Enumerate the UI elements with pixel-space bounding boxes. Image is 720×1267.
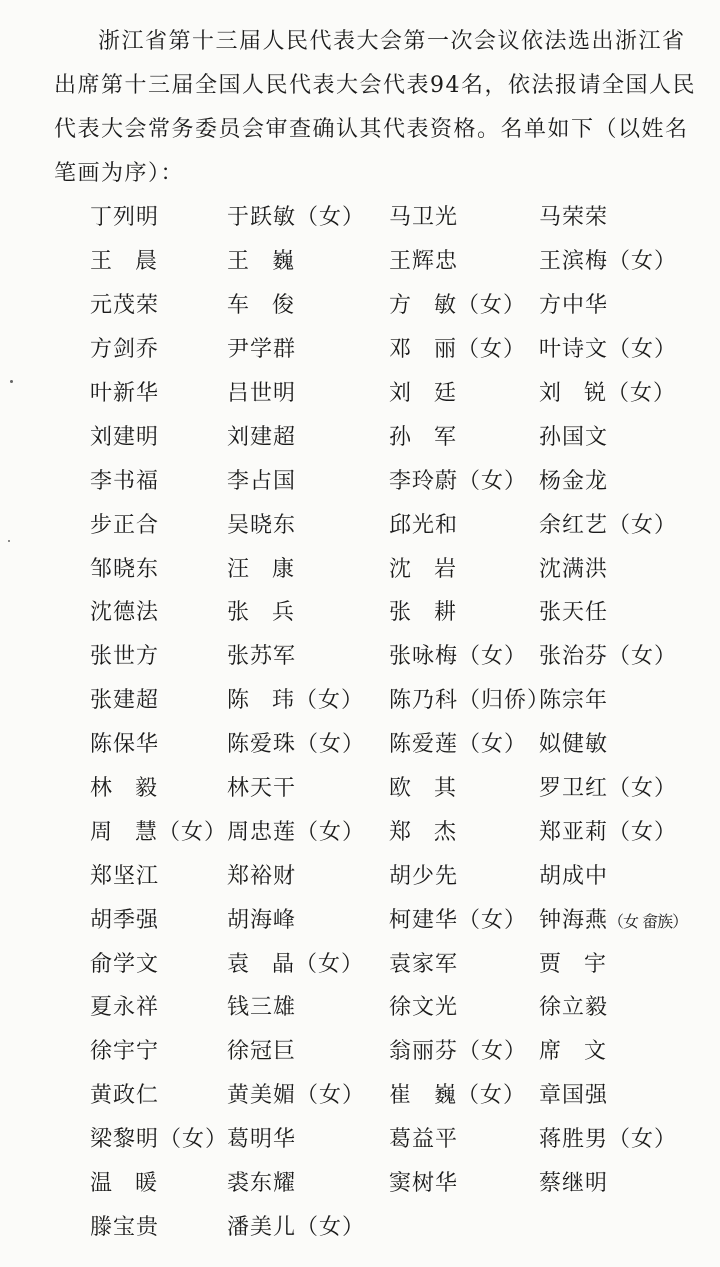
delegate-name [90, 464, 227, 495]
name-given: 耕 [434, 600, 458, 626]
name-text: 钱三雄 [227, 995, 297, 1021]
name-given: 慧 [135, 819, 159, 845]
name-surname: 方 [389, 293, 413, 319]
name-text: 姒健敏 [539, 732, 609, 758]
delegate-name [389, 683, 551, 714]
name-text: 潘美儿 [227, 1214, 297, 1240]
name-text: 胡成中 [539, 863, 609, 889]
delegate-name [227, 639, 389, 670]
name-surname: 崔 [389, 1083, 413, 1109]
delegate-name [90, 947, 227, 978]
name-text: 徐文光 [389, 995, 459, 1021]
delegate-name [90, 288, 227, 319]
name-surname: 刘 [539, 381, 563, 406]
delegate-name [227, 376, 389, 407]
name-text: 胡海峰 [227, 907, 297, 933]
name-text: 翁丽芬 [389, 1039, 459, 1065]
delegate-name [227, 244, 389, 275]
delegate-name [539, 815, 699, 846]
name-row [90, 677, 700, 721]
delegate-name [90, 376, 227, 407]
name-text: 胡少先 [389, 863, 459, 889]
name-given: 晨 [135, 249, 159, 275]
delegate-name [227, 727, 389, 758]
name-annotation: （女） [458, 644, 528, 670]
delegate-name-list [90, 194, 700, 1247]
delegate-name [539, 244, 699, 275]
name-text: 张咏梅 [389, 644, 459, 670]
name-annotation: （女） [296, 1214, 366, 1240]
name-surname: 孙 [389, 424, 413, 450]
name-row [90, 940, 700, 984]
name-row [90, 1116, 700, 1160]
delegate-name [90, 508, 227, 539]
name-row [90, 808, 700, 852]
name-annotation: （女） [296, 819, 366, 845]
name-annotation: （女） [457, 337, 527, 363]
name-annotation: （女） [296, 205, 366, 231]
name-annotation: （女） [608, 644, 678, 670]
name-text: 陈乃科 [389, 688, 459, 714]
delegate-name [90, 771, 227, 802]
name-annotation: （女 畲族） [608, 911, 688, 931]
delegate-name [389, 815, 539, 846]
delegate-name [227, 1122, 389, 1153]
delegate-name [539, 771, 699, 802]
delegate-name [90, 683, 227, 714]
delegate-name [90, 815, 227, 846]
delegate-name [389, 244, 539, 275]
delegate-name [90, 727, 227, 758]
name-text: 王滨梅 [539, 249, 609, 275]
delegate-name [227, 200, 389, 231]
name-given: 锐 [584, 381, 608, 406]
delegate-name [90, 990, 227, 1021]
delegate-name [389, 1034, 539, 1065]
delegate-name [90, 420, 227, 451]
delegate-name [227, 595, 389, 626]
name-surname: 温 [90, 1171, 114, 1197]
name-row [90, 1160, 700, 1204]
delegate-name [389, 903, 539, 934]
intro-line: 出席第十三届全国人民代表大会代表94名，依法报请全国人民 [54, 73, 696, 98]
name-text: 黄美媚 [227, 1083, 297, 1109]
name-row [90, 1072, 700, 1116]
name-text: 方中华 [539, 293, 609, 319]
name-row [90, 282, 700, 326]
name-text: 刘建超 [227, 424, 297, 450]
delegate-name [90, 639, 227, 670]
intro-line: 浙江省第十三届人民代表大会第一次会议依法选出浙江省 [98, 29, 686, 54]
delegate-name [90, 332, 227, 363]
delegate-name [389, 990, 539, 1021]
name-row [90, 984, 700, 1028]
name-row [90, 413, 700, 457]
delegate-name [227, 1210, 389, 1241]
delegate-name [539, 508, 699, 539]
delegate-name [389, 200, 539, 231]
name-text: 郑裕财 [227, 863, 297, 889]
delegate-name [227, 903, 389, 934]
name-row [90, 765, 700, 809]
name-text: 张建超 [90, 688, 160, 714]
name-surname: 沈 [389, 556, 413, 582]
delegate-name [539, 990, 699, 1021]
delegate-name [539, 683, 699, 714]
name-text: 邱光和 [389, 512, 459, 538]
delegate-name [227, 332, 389, 363]
name-text: 张治芬 [539, 644, 609, 670]
name-surname: 袁 [227, 951, 251, 977]
delegate-name [227, 1078, 389, 1109]
name-annotation: （女） [608, 337, 678, 363]
name-given: 兵 [272, 600, 296, 626]
intro-line: 笔画为序）： [54, 161, 185, 186]
name-text: 钟海燕 [539, 907, 609, 933]
delegate-name [227, 508, 389, 539]
name-surname: 邓 [389, 337, 413, 363]
name-annotation: （女） [296, 732, 366, 758]
name-text: 俞学文 [90, 951, 160, 977]
name-text: 方剑乔 [90, 337, 160, 363]
delegate-name [227, 947, 389, 978]
name-surname: 郑 [389, 819, 413, 845]
name-text: 余红艺 [539, 512, 609, 538]
name-annotation: （女） [608, 249, 678, 275]
name-text: 窦树华 [389, 1171, 459, 1197]
delegate-name [389, 639, 539, 670]
name-given: 巍 [272, 249, 296, 275]
name-annotation: （女） [608, 776, 678, 802]
name-surname: 王 [90, 249, 114, 275]
delegate-name [389, 420, 539, 451]
name-surname: 张 [227, 600, 251, 626]
name-row [90, 501, 700, 545]
name-annotation: （女） [608, 512, 678, 538]
delegate-name [90, 903, 227, 934]
delegate-name [389, 552, 539, 583]
name-given: 文 [584, 1039, 608, 1065]
name-row [90, 633, 700, 677]
name-text: 杨金龙 [539, 468, 609, 494]
delegate-name [539, 859, 699, 890]
name-row [90, 721, 700, 765]
name-text: 马荣荣 [539, 205, 609, 231]
name-given: 军 [434, 424, 458, 450]
delegate-name [389, 464, 539, 495]
name-surname: 席 [539, 1039, 563, 1065]
name-text: 丁列明 [90, 205, 160, 231]
name-text: 孙国文 [539, 424, 609, 450]
name-text: 吕世明 [227, 381, 297, 406]
name-text: 李玲蔚 [389, 468, 459, 494]
delegate-name [90, 1034, 227, 1065]
name-surname: 贾 [539, 951, 563, 977]
name-text: 柯建华 [389, 907, 459, 933]
delegate-name [539, 727, 699, 758]
name-row [90, 1028, 700, 1072]
delegate-name [90, 1078, 227, 1109]
name-text: 徐立毅 [539, 995, 609, 1021]
delegate-name [539, 1122, 699, 1153]
name-text: 张世方 [90, 644, 160, 670]
name-text: 林天干 [227, 776, 297, 802]
delegate-name [227, 420, 389, 451]
name-row [90, 194, 700, 238]
delegate-name [539, 947, 699, 978]
delegate-name [227, 683, 389, 714]
delegate-name [389, 508, 539, 539]
name-annotation: （女） [159, 1127, 229, 1153]
delegate-name [389, 1078, 539, 1109]
name-row [90, 238, 700, 282]
name-surname: 王 [227, 249, 251, 275]
delegate-name [389, 727, 539, 758]
name-row [90, 457, 700, 501]
name-text: 李占国 [227, 468, 297, 494]
name-surname: 林 [90, 776, 114, 802]
name-text: 马卫光 [389, 205, 459, 231]
delegate-name [539, 903, 699, 934]
name-given: 宇 [584, 951, 608, 977]
delegate-name [389, 595, 539, 626]
name-annotation: （女） [295, 688, 365, 714]
scan-speck [10, 380, 13, 383]
delegate-name [90, 595, 227, 626]
name-given: 玮 [272, 688, 296, 714]
delegate-name [227, 859, 389, 890]
name-annotation: （女） [458, 468, 528, 494]
delegate-name [389, 859, 539, 890]
name-text: 黄政仁 [90, 1083, 160, 1109]
name-text: 尹学群 [227, 337, 297, 363]
name-annotation: （女） [458, 907, 528, 933]
name-text: 叶新华 [90, 381, 160, 406]
name-text: 蒋胜男 [539, 1127, 609, 1153]
delegate-name [227, 464, 389, 495]
delegate-name [90, 1122, 227, 1153]
delegate-name [539, 552, 699, 583]
name-row [90, 852, 700, 896]
delegate-name [227, 1166, 389, 1197]
delegate-name [389, 1122, 539, 1153]
name-text: 陈爱莲 [389, 732, 459, 758]
delegate-name [227, 1034, 389, 1065]
name-given: 暖 [135, 1171, 159, 1197]
name-text: 陈保华 [90, 732, 160, 758]
name-annotation: （女） [296, 1083, 366, 1109]
name-text: 罗卫红 [539, 776, 609, 802]
delegate-name [90, 244, 227, 275]
intro-paragraph [54, 20, 696, 196]
name-text: 刘建明 [90, 424, 160, 450]
name-text: 元茂荣 [90, 293, 160, 319]
name-given: 其 [434, 776, 458, 802]
name-row [90, 1203, 700, 1247]
name-given: 毅 [135, 776, 159, 802]
delegate-name [227, 288, 389, 319]
name-surname: 欧 [389, 776, 413, 802]
name-annotation: （女） [458, 1039, 528, 1065]
name-given: 廷 [434, 381, 458, 406]
delegate-name [539, 420, 699, 451]
name-text: 周忠莲 [227, 819, 297, 845]
name-text: 葛明华 [227, 1127, 297, 1153]
delegate-name [539, 376, 699, 407]
name-row [90, 545, 700, 589]
delegate-name [90, 552, 227, 583]
delegate-name [389, 288, 539, 319]
name-text: 王辉忠 [389, 249, 459, 275]
name-text: 葛益平 [389, 1127, 459, 1153]
name-text: 郑坚江 [90, 863, 160, 889]
delegate-name [389, 332, 539, 363]
name-row [90, 326, 700, 370]
delegate-name [227, 771, 389, 802]
name-row [90, 370, 700, 414]
name-text: 张天任 [539, 600, 609, 626]
name-text: 徐宇宁 [90, 1039, 160, 1065]
name-text: 章国强 [539, 1083, 609, 1109]
delegate-name [539, 1034, 699, 1065]
name-text: 袁家军 [389, 951, 459, 977]
name-text: 裘东耀 [227, 1171, 297, 1197]
name-text: 蔡继明 [539, 1171, 609, 1197]
name-text: 李书福 [90, 468, 160, 494]
name-text: 徐冠巨 [227, 1039, 297, 1065]
name-given: 巍 [434, 1083, 458, 1109]
name-given: 俊 [272, 293, 296, 319]
name-annotation: （归侨） [458, 688, 551, 714]
name-surname: 张 [389, 600, 413, 626]
name-text: 于跃敏 [227, 205, 297, 231]
delegate-name [539, 288, 699, 319]
name-text: 滕宝贵 [90, 1214, 160, 1240]
delegate-name [389, 376, 539, 407]
delegate-name [539, 464, 699, 495]
name-text: 胡季强 [90, 907, 160, 933]
delegate-name [90, 1210, 227, 1241]
name-row [90, 896, 700, 940]
name-annotation: （女） [458, 732, 528, 758]
name-text: 陈爱珠 [227, 732, 297, 758]
name-annotation: （女） [608, 819, 678, 845]
name-row [90, 589, 700, 633]
name-text: 沈德法 [90, 600, 160, 626]
name-surname: 陈 [227, 688, 251, 714]
name-annotation: （女） [158, 819, 228, 845]
delegate-name [539, 200, 699, 231]
delegate-name [227, 815, 389, 846]
name-annotation: （女） [457, 1083, 527, 1109]
name-surname: 车 [227, 293, 251, 319]
name-surname: 刘 [389, 381, 413, 406]
name-surname: 周 [90, 819, 114, 845]
name-text: 叶诗文 [539, 337, 609, 363]
name-text: 梁黎明 [90, 1127, 160, 1153]
delegate-name [90, 1166, 227, 1197]
name-given: 康 [272, 556, 296, 582]
name-given: 丽 [434, 337, 458, 363]
delegate-name [539, 332, 699, 363]
scan-speck [8, 540, 10, 542]
delegate-name [539, 1166, 699, 1197]
name-given: 杰 [434, 819, 458, 845]
name-text: 张苏军 [227, 644, 297, 670]
delegate-name [227, 990, 389, 1021]
name-text: 邹晓东 [90, 556, 160, 582]
name-given: 晶 [272, 951, 296, 977]
delegate-name [539, 1078, 699, 1109]
name-text: 郑亚莉 [539, 819, 609, 845]
name-text: 夏永祥 [90, 995, 160, 1021]
name-annotation: （女） [608, 1127, 678, 1153]
delegate-name [90, 200, 227, 231]
delegate-name [539, 595, 699, 626]
delegate-name [389, 771, 539, 802]
name-annotation: （女） [607, 381, 677, 406]
name-given: 岩 [434, 556, 458, 582]
delegate-name [227, 552, 389, 583]
delegate-name [539, 639, 699, 670]
name-annotation: （女） [295, 951, 365, 977]
name-surname: 汪 [227, 556, 251, 582]
delegate-name [389, 1166, 539, 1197]
name-text: 沈满洪 [539, 556, 609, 582]
delegate-name [90, 859, 227, 890]
intro-line: 代表大会常务委员会审查确认其代表资格。名单如下（以姓名 [54, 117, 689, 142]
delegate-name [389, 947, 539, 978]
name-text: 步正合 [90, 512, 160, 538]
name-text: 陈宗年 [539, 688, 609, 714]
name-annotation: （女） [457, 293, 527, 319]
name-given: 敏 [434, 293, 458, 319]
name-text: 吴晓东 [227, 512, 297, 538]
